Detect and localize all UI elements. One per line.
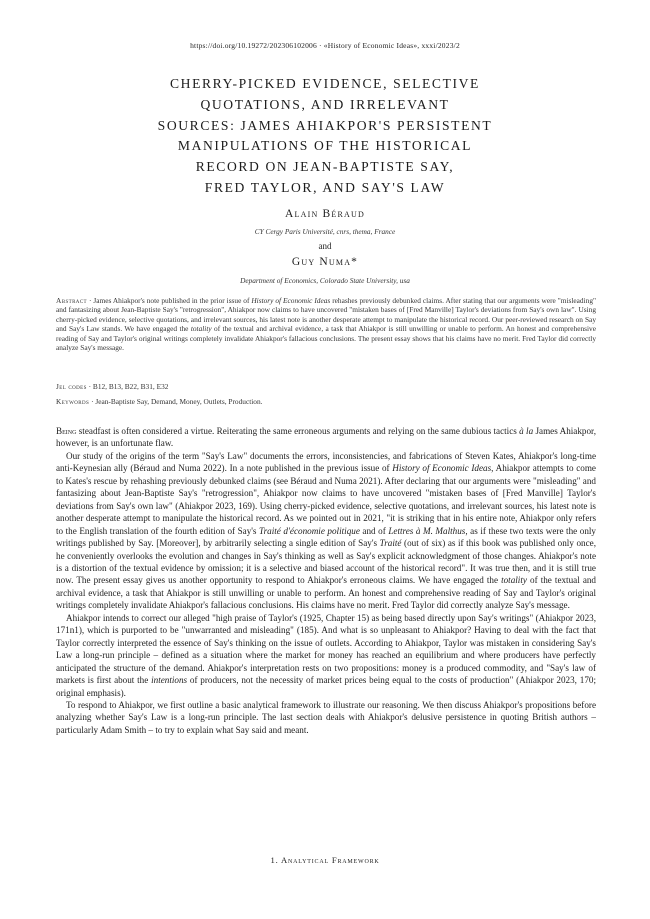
abstract-sep: · (87, 296, 94, 305)
article-body (56, 425, 596, 736)
abstract-text: of the textual and archival evidence, a task that Ahiakpor is still unwilling or unable to perform. An honest and comprehensive reading of Say and Taylor's original writings completely invalidate Ahiakpor's fallacious conclusions. The present essay shows that his claims have no merit. Fred Taylor did correctly analyze Say's message. (56, 324, 596, 353)
title-line: SOURCES: JAMES AHIAKPOR'S PERSISTENT (157, 117, 493, 133)
jel-label: Jel codes (56, 382, 87, 391)
keywords-sep: · (89, 397, 96, 406)
affiliation-2: Department of Economics, Colorado State University, usa (240, 276, 410, 285)
section-number: 1. (270, 855, 279, 865)
section-title: Analytical Framework (281, 855, 380, 865)
jel-codes (56, 382, 596, 391)
paragraph (56, 425, 596, 450)
paragraph-text: , Ahiakpor attempts to come to Kates's rescue by rehashing previously debunked claims (see Béraud and Numa 2021). After declaring that our arguments were "misleading" and fantasizing about Jean-Baptiste Say's "retrogression", Ahiakpor now claims to have uncovered "mistaken bases of [Fred Manville] Taylor's deviations from Say's own law" (Ahiakpor 2023, 169). Using cherry-picked evidence, selective quotations, and irrelevant sources, his latest note is another desperate attempt to manipulate the historical record. As we pointed out in 2021, "it is striking that in his entire note, Ahiakpor only refers to the English translation of the fourth edition of Say's (56, 463, 596, 536)
jel-sep: · (86, 382, 93, 391)
italic-text: History of Economic Ideas (392, 463, 492, 474)
paragraph-text: steadfast is often considered a virtue. Reiterating the same erroneous arguments and relying on the same dubious tactics (76, 426, 520, 436)
affiliation-1: CY Cergy Paris Université, cnrs, thema, France (254, 227, 396, 236)
paragraph (56, 450, 596, 612)
author-2: Guy Numa* (291, 256, 359, 268)
italic-text: Traité (379, 538, 402, 549)
article-title (110, 74, 540, 199)
keywords-label: Keywords (56, 397, 90, 406)
keywords-value: Jean-Baptiste Say, Demand, Money, Outlets, Production. (95, 397, 263, 406)
italic-text: à la (519, 426, 534, 436)
italic-text: Traité d'économie politique (259, 525, 360, 536)
paragraph-text: (out of six) as if this book was published only once, he conveniently overlooks the evolution and changes in Say's thinking as well as Say's explicit acknowledgment of those changes. Ahiakpor's note is a distortion of the textual evidence by omission; it is a selective and biased account of the historical record". It was true then, and it is still true now. The present essay gives us another opportunity to respond to Ahiakpor's erroneous claims. We have engaged the (56, 538, 596, 586)
doi-header[interactable] (0, 41, 650, 50)
paragraph-text: , as if these two texts were the only writings published by Say. [Moreover], by arbitrarily selecting a single edition of Say's (56, 525, 596, 549)
keywords (56, 397, 596, 406)
title-line: QUOTATIONS, AND IRRELEVANT (200, 96, 450, 112)
author-separator: and (318, 241, 332, 251)
abstract-label: Abstract (56, 296, 88, 305)
paragraph-text: Ahiakpor intends to correct our alleged "high praise of Taylor's (1925, Chapter 15) as being based directly upon Say's writings" (Ahiakpor 2023, 171n1), which is purported to be "unwarranted and misleading" (185). And what is so unpleasant to Ahiakpor? Having to deal with the fact that Taylor correctly interpreted the essence of Say's thinking on the issue of outlets. According to Ahiakpor, Taylor was mistaken in considering Say's Law a long-run principle – defined as a situation where the market for money has reached an equilibrium and where producers have perfectly anticipated the structure of the demand. Ahiakpor's interpretation rests on two propositions: money is a produced commodity, and "Say's law of markets is first about the (56, 612, 596, 686)
section-heading (0, 855, 650, 865)
title-line: MANIPULATIONS OF THE HISTORICAL (177, 138, 473, 154)
drop-smallcaps: Being (56, 426, 77, 436)
paragraph-text: of producers, not the necessity of market prices being equal to the costs of production" (Ahiakpor 2023, 170; original emphasis). (56, 675, 596, 698)
italic-text: totality (501, 575, 527, 586)
author-1: Alain Béraud (285, 208, 365, 220)
italic-text: intentions (151, 675, 188, 686)
paragraph-text: To respond to Ahiakpor, we first outline a basic analytical framework to illustrate our reasoning. We then discuss Ahiakpor's propositions before analyzing whether Say's Law is a long-run principle. The last section deals with Ahiakpor's delusive persistence in quoting British authors – particularly Adam Smith – to try to explain what Say said and meant. (56, 699, 596, 735)
paragraph-text: Our study of the origins of the term "Say's Law" documents the errors, inconsistencies, and fabrications of Steven Kates, Ahiakpor's long-time anti-Keynesian ally (Béraud and Numa 2022). In a note published in the previous issue of (56, 450, 596, 474)
abstract (56, 296, 596, 352)
title-line: RECORD ON JEAN-BAPTISTE SAY, (195, 159, 455, 175)
paragraph-text: and of (359, 525, 389, 536)
abstract-journal: History of Economic Ideas (251, 296, 331, 305)
italic-text: Lettres à M. Malthus (388, 525, 466, 536)
paragraph-text: of the textual and archival evidence, a task that Ahiakpor is still unwilling or unable to perform. An honest and comprehensive reading of Say and Taylor's original writings completely invalidate Ahiakpor's fallacious conclusions. His claims have no merit. Fred Taylor did correctly analyze Say's message. (56, 575, 596, 611)
paragraph-text: James Ahiakpor, however, is an unfortunate flaw. (56, 426, 596, 449)
jel-value: B12, B13, B22, B31, E32 (92, 382, 169, 391)
paragraph (56, 699, 596, 736)
doi-text: https://doi.org/10.19272/202306102006 · «History of Economic Ideas», xxxi/2023/2 (190, 41, 460, 50)
title-line: CHERRY-PICKED EVIDENCE, SELECTIVE (170, 76, 480, 91)
abstract-text: rehashes previously debunked claims. After stating that our arguments were "misleading" and fantasizing about Jean-Baptiste Say's "retrogression", Ahiakpor now claims to have uncovered "mistaken bases of [Fred Manville] Taylor's deviations from Say's own law". Using cherry-picked evidence, selective quotations, and irrelevant sources, his latest note is another desperate attempt to manipulate the historical record. Our peer-reviewed research on Say and Say's Law stands. We have engaged the (56, 296, 596, 334)
abstract-emphasis: totality (190, 324, 212, 334)
title-line: FRED TAYLOR, AND SAY'S LAW (204, 179, 446, 195)
paragraph (56, 612, 596, 699)
abstract-text: James Ahiakpor's note published in the prior issue of (93, 296, 252, 305)
